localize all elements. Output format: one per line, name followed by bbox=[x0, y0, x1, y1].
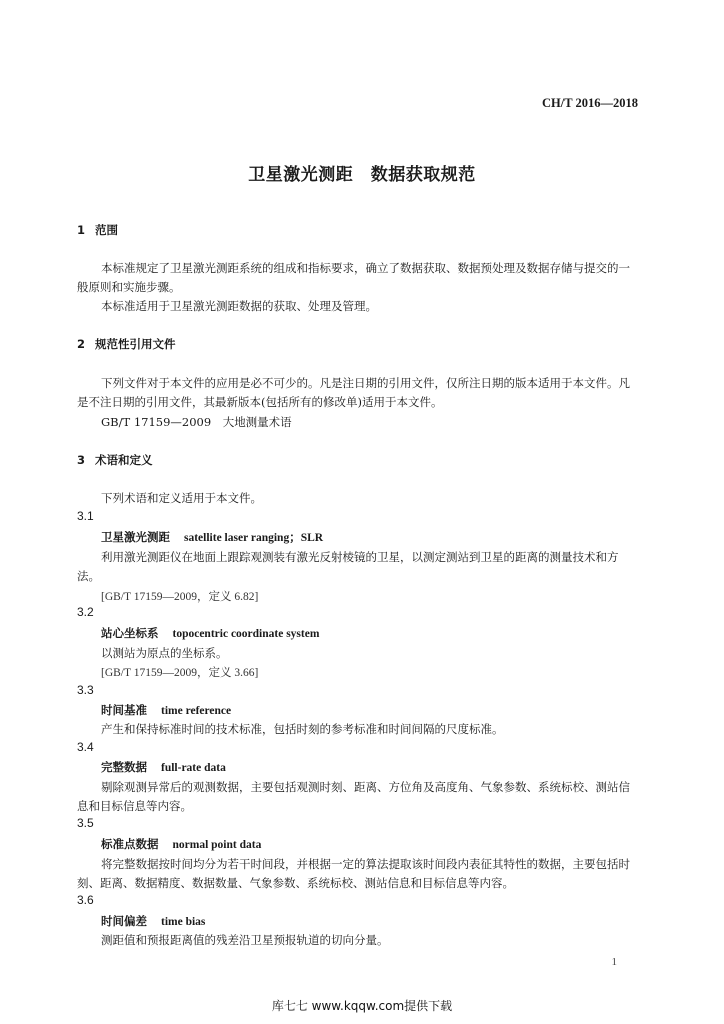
term-heading bbox=[101, 759, 226, 775]
term-english: full-rate data bbox=[161, 762, 226, 774]
term-english: time bias bbox=[161, 916, 206, 928]
download-watermark[interactable]: 库七七 www.kqqw.com提供下载 bbox=[271, 999, 453, 1013]
term-source: [GB/T 17159—2009，定义 3.66] bbox=[101, 667, 259, 679]
term-chinese: 标准点数据 bbox=[101, 837, 159, 851]
standard-code: CH/T 2016—2018 bbox=[542, 96, 638, 110]
section-title: 范围 bbox=[95, 223, 118, 237]
section-title: 规范性引用文件 bbox=[95, 337, 176, 351]
section-1-heading bbox=[77, 222, 118, 238]
term-heading bbox=[101, 836, 261, 852]
term-heading bbox=[101, 702, 231, 718]
term-definition: 测距值和预报距离值的残差沿卫星预报轨道的切向分量。 bbox=[101, 933, 389, 947]
term-definition: 以测站为原点的坐标系。 bbox=[101, 646, 228, 660]
term-definition: 产生和保持标准时间的技术标准，包括时刻的参考标准和时间间隔的尺度标准。 bbox=[101, 722, 504, 736]
section-number: 3 bbox=[77, 453, 86, 467]
term-chinese: 卫星激光测距 bbox=[101, 530, 170, 544]
section-number: 1 bbox=[77, 223, 86, 237]
term-number: 3.5 bbox=[77, 816, 94, 830]
term-definition: 剔除观测异常后的观测数据，主要包括观测时刻、距离、方位角及高度角、气象参数、系统标校、测站信息和目标信息等内容。 bbox=[77, 780, 630, 813]
term-english: topocentric coordinate system bbox=[172, 628, 320, 640]
term-definition: 将完整数据按时间均分为若干时间段，并根据一定的算法提取该时间段内表征其特性的数据，主要包括时刻、距离、数据精度、数据数量、气象参数、系统标校、测站信息和目标信息等内容。 bbox=[77, 857, 630, 890]
term-definition: 利用激光测距仪在地面上跟踪观测装有激光反射棱镜的卫星，以测定测站到卫星的距离的测量技术和方法。 bbox=[77, 550, 619, 583]
term-chinese: 时间基准 bbox=[101, 703, 147, 717]
term-number: 3.1 bbox=[77, 509, 94, 523]
page-number: 1 bbox=[611, 956, 617, 968]
term-number: 3.4 bbox=[77, 740, 94, 754]
term-english: satellite laser ranging；SLR bbox=[184, 532, 324, 544]
term-number: 3.6 bbox=[77, 893, 94, 907]
normative-reference: GB/T 17159—2009 大地测量术语 bbox=[101, 415, 292, 429]
section-1-paragraph-2: 本标准适用于卫星激光测距数据的获取、处理及管理。 bbox=[101, 299, 377, 313]
document-title: 卫星激光测距 数据获取规范 bbox=[248, 165, 476, 185]
term-chinese: 站心坐标系 bbox=[101, 626, 159, 640]
section-number: 2 bbox=[77, 337, 86, 351]
section-3-heading bbox=[77, 452, 153, 468]
term-english: time reference bbox=[161, 705, 232, 717]
term-heading bbox=[101, 913, 205, 929]
term-chinese: 时间偏差 bbox=[101, 914, 147, 928]
section-2-paragraph-1: 下列文件对于本文件的应用是必不可少的。凡是注日期的引用文件，仅所注日期的版本适用于本文件。凡是不注日期的引用文件，其最新版本(包括所有的修改单)适用于本文件。 bbox=[77, 376, 630, 409]
term-heading bbox=[101, 625, 319, 641]
section-title: 术语和定义 bbox=[95, 453, 153, 467]
term-english: normal point data bbox=[172, 839, 262, 851]
term-source: [GB/T 17159—2009，定义 6.82] bbox=[101, 591, 259, 603]
term-number: 3.2 bbox=[77, 605, 94, 619]
term-heading bbox=[101, 529, 323, 545]
section-2-heading bbox=[77, 336, 176, 352]
section-3-intro: 下列术语和定义适用于本文件。 bbox=[101, 491, 262, 505]
section-1-paragraph-1: 本标准规定了卫星激光测距系统的组成和指标要求，确立了数据获取、数据预处理及数据存储与提交的一般原则和实施步骤。 bbox=[77, 261, 630, 294]
term-chinese: 完整数据 bbox=[101, 760, 147, 774]
term-number: 3.3 bbox=[77, 683, 94, 697]
